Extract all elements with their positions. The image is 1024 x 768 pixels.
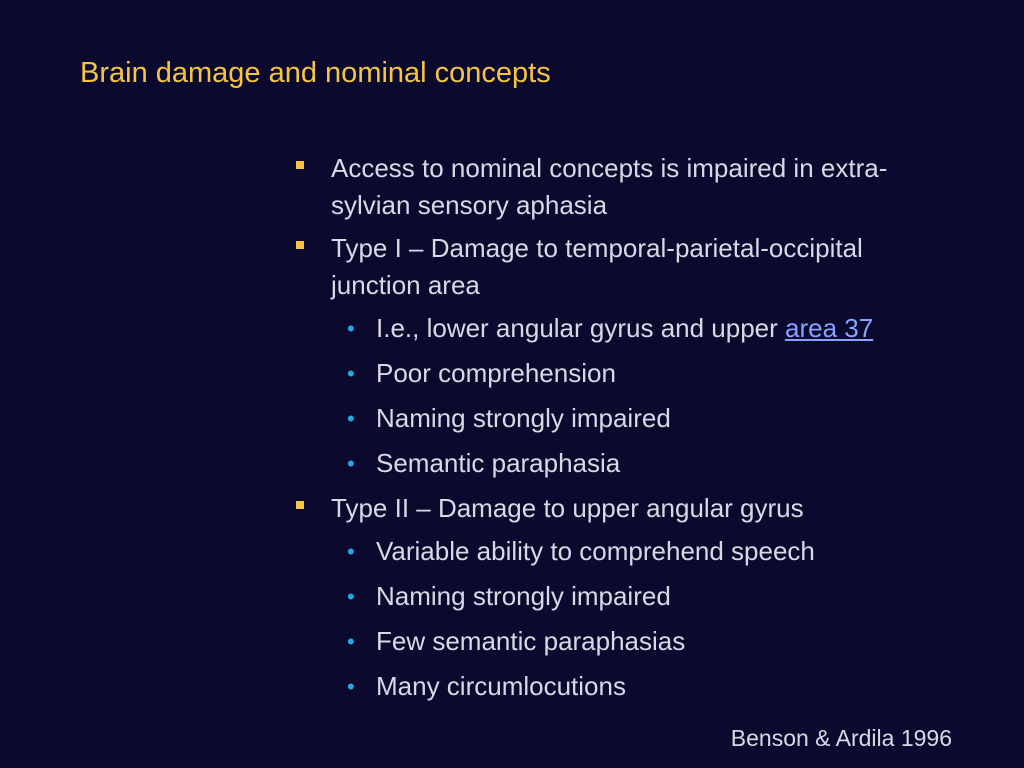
dot-bullet-icon: •: [347, 674, 355, 699]
dot-bullet-icon: •: [347, 539, 355, 564]
sub-bullet-text: Naming strongly impaired: [376, 403, 671, 433]
sub-bullet-text: Many circumlocutions: [376, 671, 626, 701]
bullet-text: Type II – Damage to upper angular gyrus: [331, 493, 804, 523]
area-37-link[interactable]: area 37: [785, 313, 874, 343]
bullet-text: Access to nominal concepts is impaired in extra-sylvian sensory aphasia: [331, 153, 888, 220]
sub-bullet-text: Semantic paraphasia: [376, 448, 621, 478]
square-bullet-icon: [296, 501, 304, 509]
sub-bullet-item: [294, 355, 994, 392]
sub-bullet-item: [294, 668, 994, 705]
sub-bullet-item: [294, 623, 994, 660]
sub-bullet-text: Poor comprehension: [376, 358, 616, 388]
bullet-item: [294, 490, 921, 527]
bullet-text: Type I – Damage to temporal-parietal-occipital junction area: [331, 233, 863, 300]
dot-bullet-icon: •: [347, 629, 355, 654]
slide-title: Brain damage and nominal concepts: [80, 57, 551, 89]
sub-bullet-item: [294, 400, 994, 437]
dot-bullet-icon: •: [347, 361, 355, 386]
square-bullet-icon: [296, 241, 304, 249]
sub-bullet-text: Naming strongly impaired: [376, 581, 671, 611]
bullet-item: [294, 230, 921, 304]
sub-bullet-item: [294, 310, 994, 347]
dot-bullet-icon: •: [347, 451, 355, 476]
dot-bullet-icon: •: [347, 316, 355, 341]
sub-bullet-text: I.e., lower angular gyrus and upper: [376, 313, 786, 343]
bullet-item: [294, 150, 921, 224]
dot-bullet-icon: •: [347, 584, 355, 609]
sub-bullet-item: [294, 533, 994, 570]
sub-bullet-text: Variable ability to comprehend speech: [376, 536, 815, 566]
sub-bullet-item: [294, 445, 994, 482]
sub-bullet-text: Few semantic paraphasias: [376, 626, 686, 656]
citation-credit: Benson & Ardila 1996: [730, 725, 952, 751]
sub-bullet-item: [294, 578, 994, 615]
bullet-list: [294, 150, 994, 713]
square-bullet-icon: [296, 161, 304, 169]
dot-bullet-icon: •: [347, 406, 355, 431]
